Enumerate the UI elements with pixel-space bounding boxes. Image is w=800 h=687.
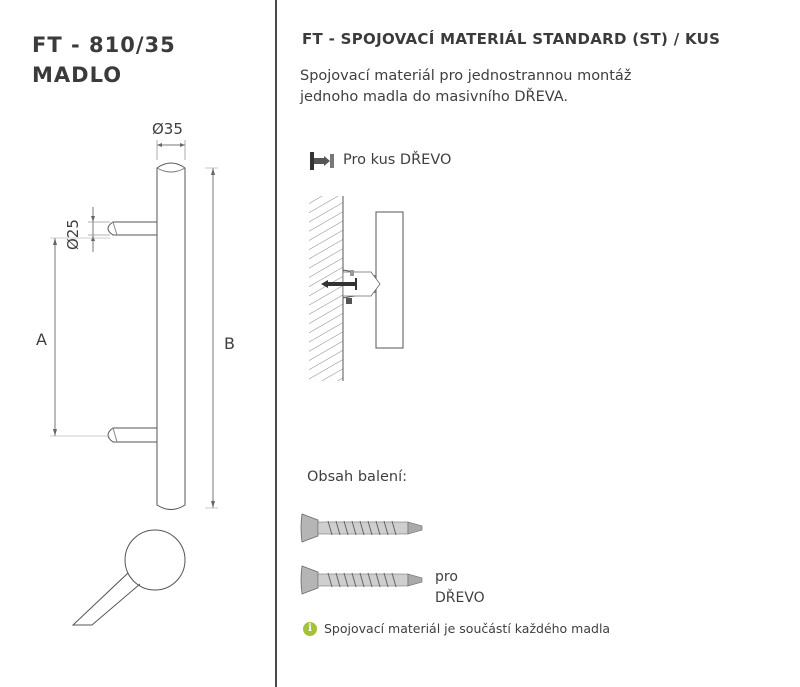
section-description [300,66,631,108]
description-line-2: jednoho madla do masivního DŘEVA. [300,89,569,105]
screws-illustration [300,508,430,608]
screw-1 [301,514,422,542]
wood-mount-icon [308,150,340,172]
dimension-a-label: A [36,330,47,349]
info-icon: i [303,622,317,636]
description-line-1: Spojovací materiál pro jednostrannou montáž [300,68,632,84]
info-note [303,621,610,636]
screw-purpose-label [435,567,485,609]
dimension-b-label: B [224,334,235,353]
package-title: Obsah balení: [307,469,407,485]
column-divider [275,0,277,687]
mount-type-label: Pro kus DŘEVO [343,152,452,168]
bar-diameter-label: Ø35 [152,120,183,138]
screw-label-line-2: DŘEVO [435,590,485,606]
screw-label-line-1: pro [435,569,458,585]
mounting-diagram [300,190,420,385]
product-code: FT - 810/35 [32,33,176,57]
product-type: MADLO [32,63,123,87]
leg-diameter-label: Ø25 [64,219,82,250]
info-note-text: Spojovací materiál je součástí každého madla [324,621,611,636]
screw-2 [301,566,422,594]
section-title: FT - SPOJOVACÍ MATERIÁL STANDARD (ST) / KUS [302,30,721,48]
